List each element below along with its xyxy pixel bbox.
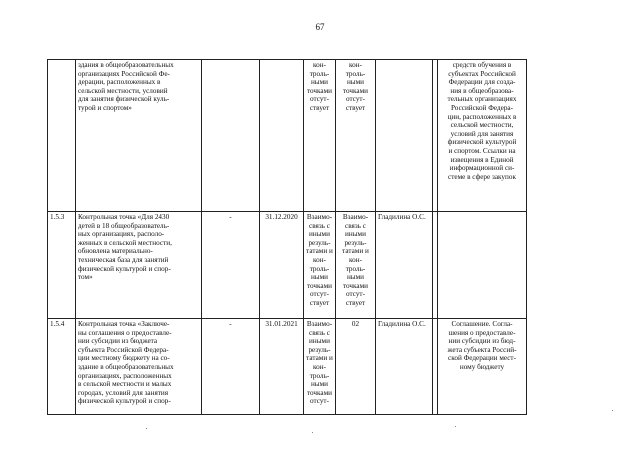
row-number: 1.5.3 — [48, 212, 76, 319]
row-link-a: кон- троль- ными точками отсут- ствует — [304, 60, 336, 212]
table-row — [48, 319, 527, 415]
scan-speck — [455, 426, 456, 427]
row-dash — [202, 60, 260, 212]
row-date — [260, 60, 304, 212]
page-number: 67 — [315, 22, 325, 32]
table-row — [48, 212, 527, 319]
scan-speck — [312, 432, 313, 433]
table-row — [48, 60, 527, 212]
row-date: 31.12.2020 — [260, 212, 304, 319]
row-name: здания в общеобразовательных организациях Российской Фе- дерации, расположенных в сельской местности, условий для занятия физической куль- турой и спортом» — [76, 60, 202, 212]
scan-speck — [146, 428, 147, 429]
row-link-b: кон- троль- ными точками отсут- ствует — [336, 60, 376, 212]
row-number — [48, 60, 76, 212]
row-link-a: Взаимо- связь с иными резуль- татами и кон- троль- ными точками отсут- ствует — [304, 212, 336, 319]
row-responsible: Гладилина О.С. — [376, 319, 433, 415]
plan-table — [47, 59, 527, 415]
row-number: 1.5.4 — [48, 319, 76, 415]
row-link-b: 02 — [336, 319, 376, 415]
row-document — [438, 212, 527, 319]
row-link-b: Взаимо- связь с иными резуль- татами и кон- троль- ными точками отсут- ствует — [336, 212, 376, 319]
row-document: средств обучения в субъектах Российской Федерации для созда- ния в общеобразова- тельных организациях Российской Федера- ции, расположенных в сельской местности, условий для занятия физической культурой и спортом. Ссылки на извещения в Единой информационной си- стеме в сфере закупок — [438, 60, 527, 212]
scan-speck — [612, 410, 613, 411]
row-responsible — [376, 60, 433, 212]
row-name: Контрольная точка «Заключе- ны соглашения о предоставле- нии субсидии из бюджета субъекта Российской Федера- ции местному бюджету на со- здание в общеобразовательных организациях, расположенных в сельской местности и малых городах, условий для занятия физической культурой и спор- — [76, 319, 202, 415]
row-dash: - — [202, 212, 260, 319]
row-link-a: Взаимо- связь с иными резуль- татами и кон- троль- ными точками отсут- — [304, 319, 336, 415]
row-dash: - — [202, 319, 260, 415]
row-responsible: Гладилина О.С. — [376, 212, 433, 319]
row-name: Контрольная точка «Для 2430 детей в 18 общеобразователь- ных организациях, располо- женных в сельской местности, обновлена материально- техническая база для занятий физической культурой и спор- том» — [76, 212, 202, 319]
row-document: Соглашение. Согла- шения о предоставле- нии субсидии из бюд- жета субъекта Россий- ской Федерации мест- ному бюджету — [438, 319, 527, 415]
row-date: 31.01.2021 — [260, 319, 304, 415]
